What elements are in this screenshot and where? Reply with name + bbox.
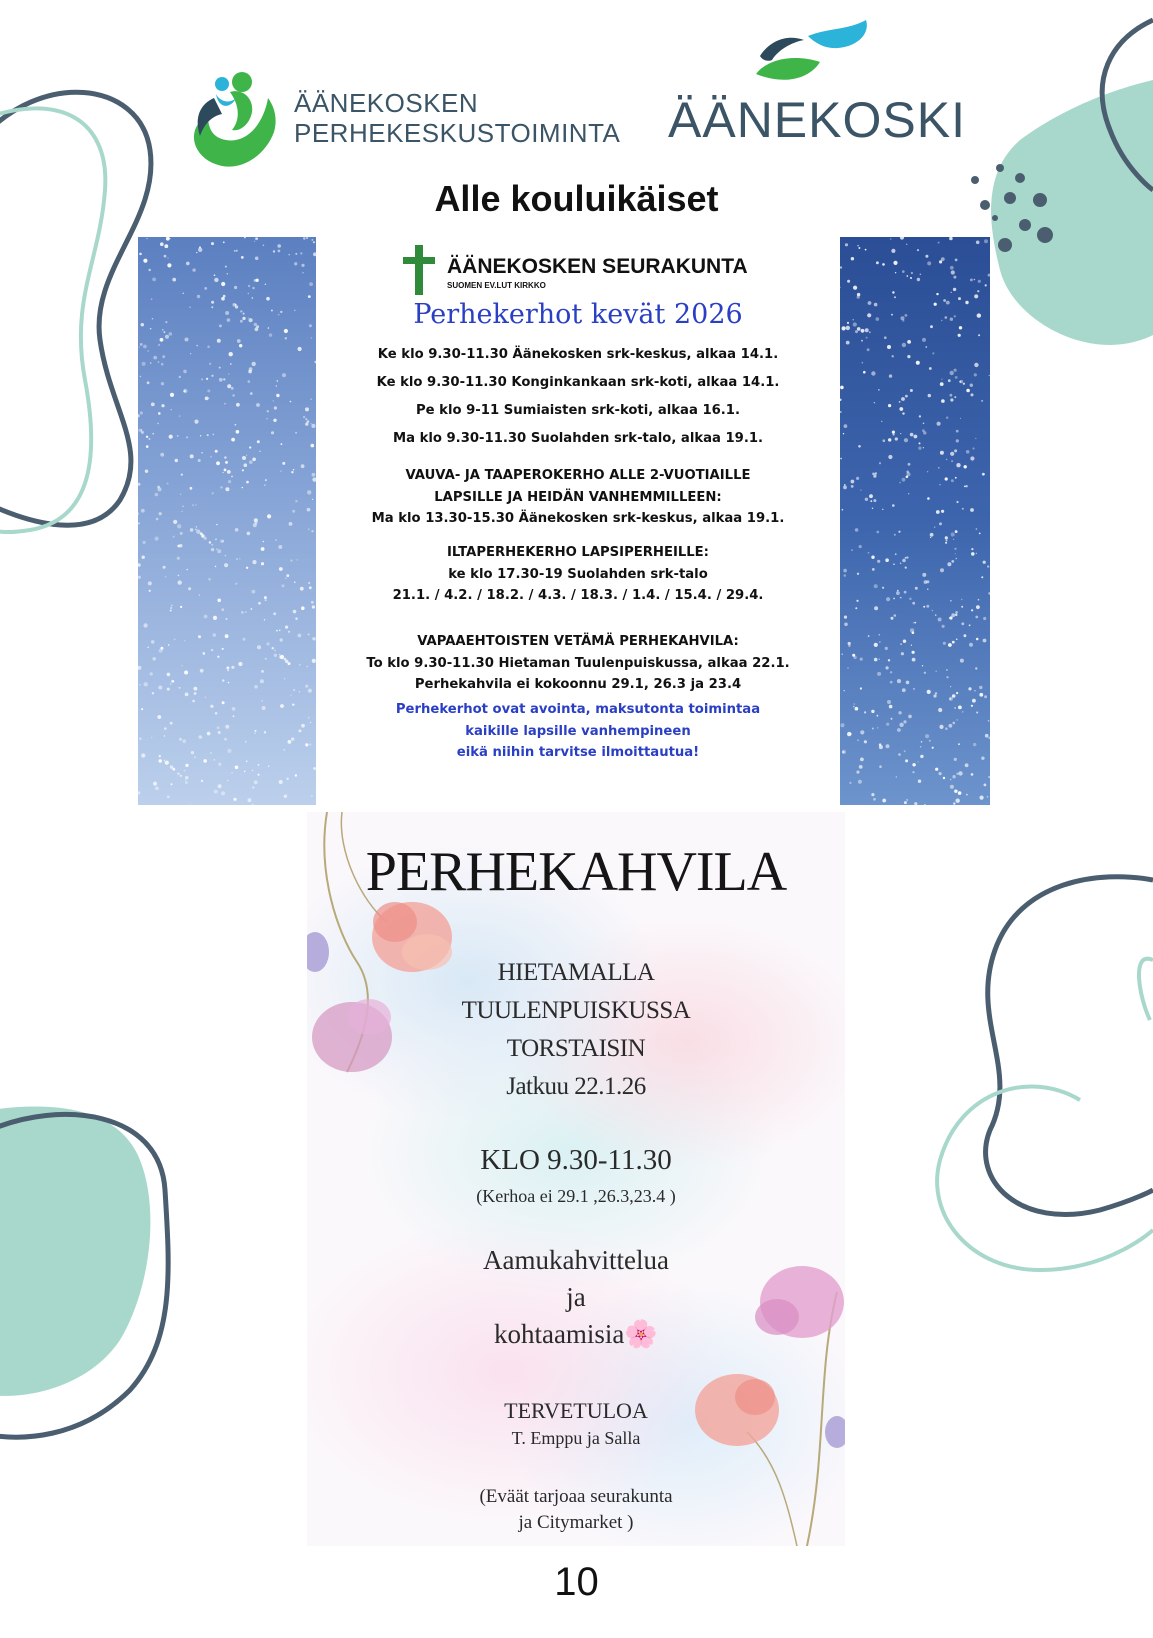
family-heart-icon [182, 58, 282, 173]
cafe-line: Perhekahvila ei kokoonnu 29.1, 26.3 ja 23.4 [414, 677, 742, 692]
welcome-text: TERVETULOA [504, 1398, 648, 1423]
schedule-line: Ke klo 9.30-11.30 Äänekosken srk-keskus, alkaa 14.1. [377, 347, 779, 362]
location-line: TORSTAISIN [506, 1035, 646, 1062]
coffee-line: ja [566, 1282, 586, 1312]
location-line: TUULENPUISKUSSA [461, 997, 691, 1024]
location-line: Jatkuu 22.1.26 [506, 1073, 646, 1100]
coffee-line: Aamukahvittelua [483, 1245, 669, 1275]
page-number: 10 [554, 1560, 599, 1604]
coffee-line: kohtaamisia🌸 [493, 1319, 659, 1349]
sponsor-line: (Eväät tarjoaa seurakunta [479, 1486, 673, 1507]
open-activity-note [316, 699, 840, 764]
poster-text-area [316, 237, 840, 805]
evening-club-info [316, 542, 840, 607]
cafe-line: VAPAAEHTOISTEN VETÄMÄ PERHEKAHVILA: [417, 634, 739, 649]
schedule-line: Pe klo 9-11 Sumiaisten srk-koti, alkaa 16.1. [415, 403, 740, 418]
baby-club-line: LAPSILLE JA HEIDÄN VANHEMMILLEEN: [434, 489, 722, 505]
snow-panel-left [138, 237, 316, 805]
schedule-line: Ma klo 9.30-11.30 Suolahden srk-talo, alkaa 19.1. [392, 431, 764, 446]
section-title: Alle kouluikäiset [434, 178, 719, 219]
parish-header [401, 245, 781, 295]
baby-club-info [316, 465, 840, 530]
cafe-line: To klo 9.30-11.30 Hietaman Tuulenpuiskussa, alkaa 22.1. [366, 655, 790, 671]
location-info [307, 954, 845, 1106]
snow-panel-right [840, 237, 990, 805]
parish-subtitle: SUOMEN EV.LUT KIRKKO [447, 281, 546, 290]
perhekeskustoiminta-logo [182, 58, 621, 178]
logo-line-1: ÄÄNEKOSKEN [294, 88, 479, 118]
no-club-dates: (Kerhoa ei 29.1 ,26.3,23.4 ) [476, 1186, 676, 1206]
schedule-list [316, 341, 840, 453]
perhekahvila-poster [307, 812, 845, 1546]
aanekoski-logo-text: ÄÄNEKOSKI [668, 92, 966, 148]
sponsor-text [307, 1484, 845, 1536]
perhekeskustoiminta-logo-text [294, 88, 620, 148]
logo-line-2: PERHEKESKUSTOIMINTA [294, 118, 621, 148]
evening-club-line: 21.1. / 4.2. / 18.2. / 4.3. / 18.3. / 1.4. / 15.4. / 29.4. [392, 588, 764, 603]
note-line: eikä niihin tarvitse ilmoittautua! [456, 745, 700, 760]
perhekerhot-poster [138, 237, 990, 805]
parish-name: ÄÄNEKOSKEN SEURAKUNTA [447, 255, 748, 278]
baby-club-line: VAUVA- JA TAAPEROKERHO ALLE 2-VUOTIAILLE [405, 468, 751, 483]
perhekahvila-title: PERHEKAHVILA [365, 841, 787, 903]
evening-club-line: ke klo 17.30-19 Suolahden srk-talo [448, 566, 708, 582]
opening-time: KLO 9.30-11.30 [480, 1144, 672, 1176]
schedule-line: Ke klo 9.30-11.30 Konginkankaan srk-koti, alkaa 14.1. [376, 375, 780, 390]
coffee-text [307, 1242, 845, 1353]
aanekoski-wave-icon [748, 18, 878, 90]
aanekoski-logo [668, 18, 966, 148]
baby-club-line: Ma klo 13.30-15.30 Äänekosken srk-keskus, alkaa 19.1. [371, 511, 785, 526]
cross-icon [401, 245, 437, 295]
poster-title: Perhekerhot kevät 2026 [413, 299, 743, 330]
note-line: kaikille lapsille vanhempineen [465, 723, 691, 739]
location-line: HIETAMALLA [497, 959, 655, 986]
sponsor-line: ja Citymarket ) [518, 1512, 634, 1533]
hosts-text: T. Emppu ja Salla [511, 1428, 641, 1448]
evening-club-line: ILTAPERHEKERHO LAPSIPERHEILLE: [447, 545, 709, 560]
note-line: Perhekerhot ovat avointa, maksutonta toimintaa [395, 702, 761, 717]
family-cafe-info [316, 631, 840, 696]
